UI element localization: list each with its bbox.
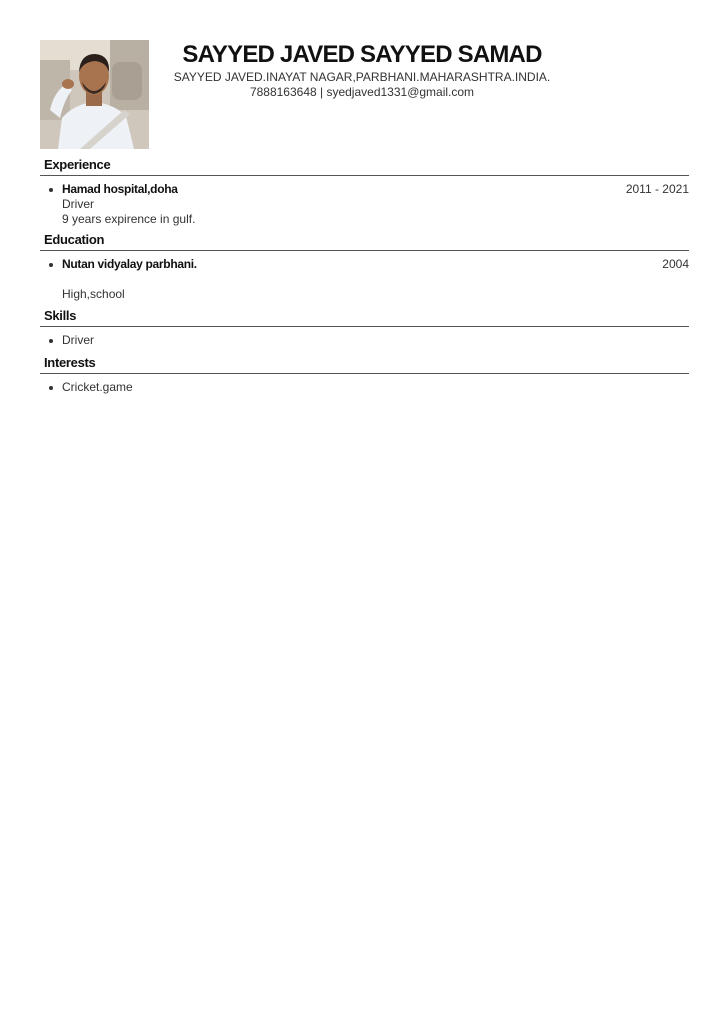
education-level: High,school [62, 287, 125, 301]
bullet-icon [49, 263, 53, 267]
candidate-name: SAYYED JAVED SAYYED SAMAD [182, 41, 542, 68]
education-heading: Education [44, 232, 105, 247]
experience-org: Hamad hospital,doha [62, 182, 178, 196]
experience-entry [40, 182, 689, 227]
section-divider [40, 175, 689, 176]
skill-item [40, 333, 689, 348]
experience-role: Driver [62, 197, 94, 211]
interest-label: Cricket.game [62, 380, 133, 394]
section-divider [40, 326, 689, 327]
section-divider [40, 250, 689, 251]
bullet-icon [49, 386, 53, 390]
experience-section [40, 156, 689, 227]
education-entry [40, 257, 689, 302]
experience-heading: Experience [44, 157, 111, 172]
education-year: 2004 [662, 257, 689, 271]
interests-section [40, 354, 689, 395]
skills-heading: Skills [44, 308, 77, 323]
profile-photo [40, 40, 149, 149]
candidate-contact: 7888163648 | syedjaved1331@gmail.com [249, 85, 475, 99]
section-divider [40, 373, 689, 374]
candidate-address: SAYYED JAVED.INAYAT NAGAR,PARBHANI.MAHARASHTRA.INDIA. [173, 70, 551, 84]
experience-dates: 2011 - 2021 [625, 182, 689, 196]
education-school: Nutan vidyalay parbhani. [62, 257, 197, 271]
bullet-icon [49, 188, 53, 192]
header [150, 40, 574, 100]
interest-item [40, 380, 689, 395]
experience-description: 9 years expirence in gulf. [62, 212, 196, 226]
skills-section [40, 307, 689, 348]
interests-heading: Interests [44, 355, 96, 370]
bullet-icon [49, 339, 53, 343]
education-section [40, 231, 689, 302]
skill-label: Driver [62, 333, 94, 347]
